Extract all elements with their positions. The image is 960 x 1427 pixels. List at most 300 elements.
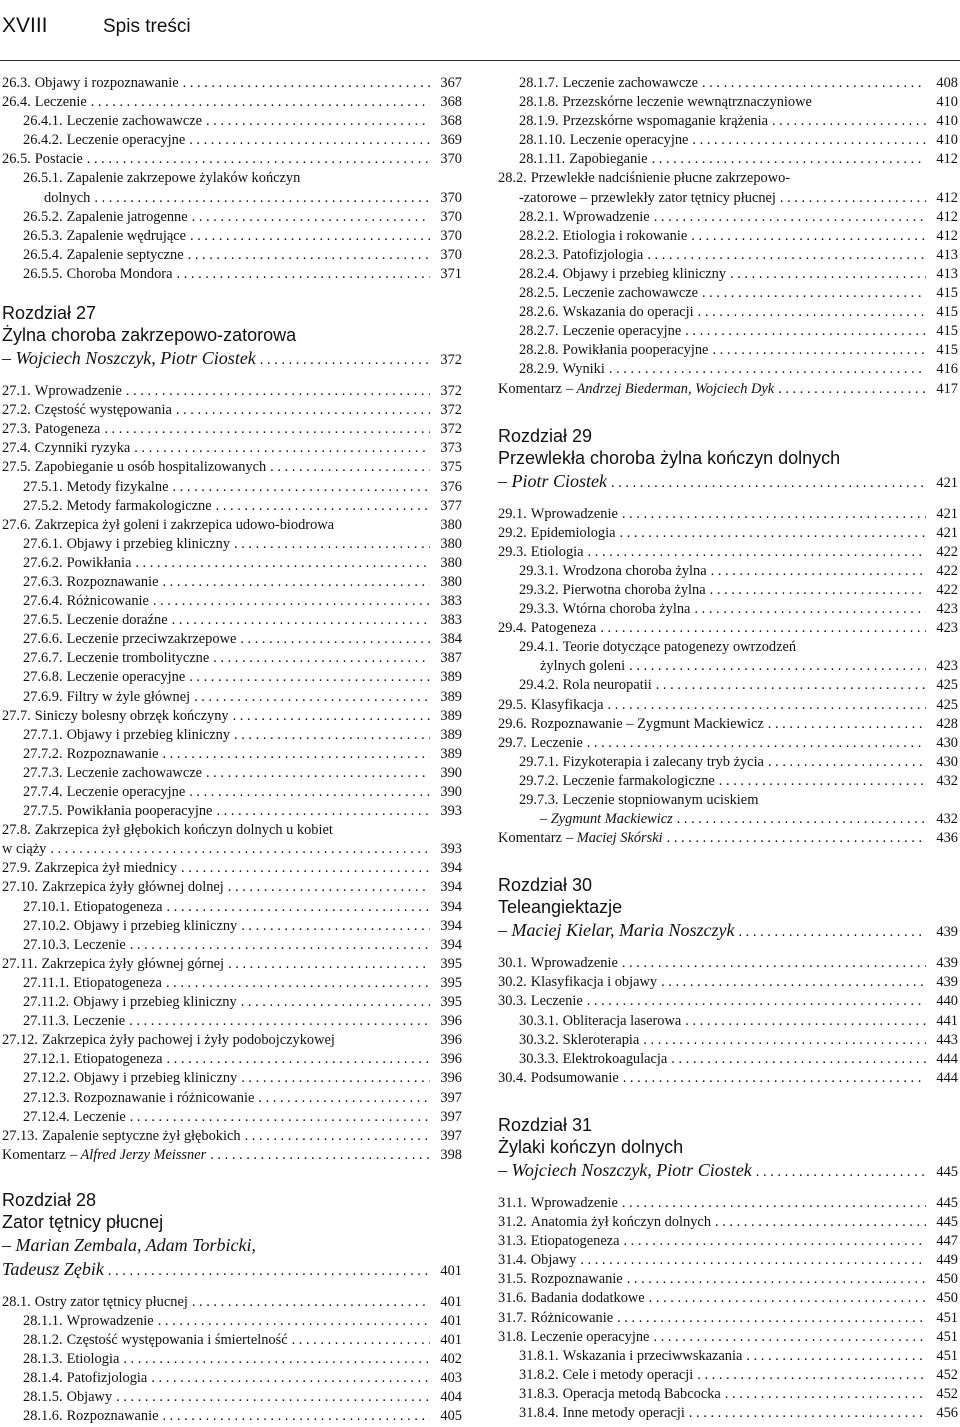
toc-entry	[498, 1251, 958, 1270]
toc-entry-page: 389	[440, 745, 462, 762]
toc-entry-number: 27.6.6.	[23, 631, 63, 648]
toc-entry-page: 387	[440, 650, 462, 667]
toc-entry-page: 410	[936, 94, 958, 111]
chapter-title: Żylaki kończyn dolnych	[498, 1136, 684, 1157]
leader-dots	[629, 657, 926, 676]
toc-entry	[498, 1232, 958, 1251]
toc-entry-number: 30.3.	[498, 993, 527, 1010]
toc-entry	[2, 265, 462, 284]
toc-entry-number: 27.5.1.	[23, 478, 63, 495]
toc-entry	[498, 265, 958, 284]
toc-entry	[498, 227, 958, 246]
toc-entry-page: 410	[936, 132, 958, 149]
leader-dots	[153, 592, 430, 611]
chapter-authors-text: – Piotr Ciostek	[498, 470, 607, 491]
toc-entry-title: Powikłania pooperacyjne	[66, 803, 213, 820]
toc-entry-number: 28.2.2.	[519, 227, 559, 244]
toc-entry-number: 27.11.	[2, 955, 38, 972]
toc-entry-number: 28.1.3.	[23, 1351, 63, 1368]
toc-entry	[2, 859, 462, 878]
toc-entry-page: 396	[440, 1051, 462, 1068]
chapter-label: Rozdział 30	[498, 875, 593, 896]
toc-entry-number: 27.9.	[2, 860, 31, 877]
chapter-page: 401	[440, 1262, 462, 1279]
toc-entry-title: Rozpoznawanie i różnicowanie	[73, 1089, 255, 1106]
toc-entry-title: Zakrzepica żyły głównej górnej	[41, 955, 225, 972]
toc-entry-page: 398	[440, 1146, 462, 1163]
leader-dots	[126, 382, 430, 401]
toc-entry	[498, 810, 958, 829]
toc-entry-number: 28.2.8.	[519, 342, 559, 359]
toc-entry-title: Teorie dotyczące patogenezy owrzodzeń	[562, 639, 797, 656]
toc-entry-title: Rozpoznawanie	[66, 1408, 159, 1425]
toc-entry-title: Wprowadzenie	[562, 208, 650, 225]
toc-entry-title: Leczenie	[73, 1013, 126, 1030]
leader-dots	[698, 303, 926, 322]
toc-entry-title: Zapobieganie	[569, 151, 648, 168]
chapter-page: 372	[440, 352, 462, 369]
running-title: Spis treści	[103, 16, 191, 37]
toc-entry-page: 451	[936, 1309, 958, 1326]
leader-dots	[260, 348, 430, 372]
toc-entry-title: Etiologia	[530, 543, 584, 560]
chapter-title: Zator tętnicy płucnej	[2, 1211, 164, 1232]
toc-entry-number: 27.1.	[2, 383, 31, 400]
toc-list	[2, 382, 462, 1165]
chapter-heading-29	[498, 425, 958, 495]
leader-dots	[192, 1293, 430, 1312]
toc-entry-page: 430	[936, 734, 958, 751]
toc-entry	[2, 840, 462, 859]
toc-entry-number: 31.2.	[498, 1214, 527, 1231]
chapter-page: 445	[936, 1163, 958, 1180]
leader-dots	[166, 898, 430, 917]
toc-entry-title: Zakrzepica żył goleni i zakrzepica udowo-biodrowa	[34, 516, 335, 533]
toc-entry	[2, 1089, 462, 1108]
toc-entry-title: Postacie	[34, 151, 83, 168]
leader-dots	[730, 265, 926, 284]
toc-entry-number: 27.5.2.	[23, 497, 63, 514]
toc-entry-page: 452	[936, 1385, 958, 1402]
leader-dots	[189, 131, 430, 150]
toc-entry-title: Leczenie operacyjne	[66, 784, 186, 800]
toc-entry	[498, 169, 958, 188]
toc-entry-title: Leczenie operacyjne	[530, 1328, 650, 1345]
toc-entry	[2, 993, 462, 1012]
toc-entry-title: Etiopatogeneza	[73, 1051, 163, 1068]
toc-entry-number: 31.8.	[498, 1328, 527, 1345]
toc-entry	[2, 898, 462, 917]
leader-dots	[622, 505, 926, 524]
header-rule	[0, 60, 960, 61]
toc-entry	[498, 524, 958, 543]
leader-dots	[91, 93, 430, 112]
leader-dots	[50, 840, 430, 859]
leader-dots	[183, 74, 430, 93]
leader-dots	[600, 619, 926, 638]
toc-entry	[2, 726, 462, 745]
toc-column-left	[2, 74, 462, 1427]
toc-entry-number: 28.2.5.	[519, 285, 559, 302]
leader-dots	[702, 74, 926, 93]
leader-dots	[123, 1350, 430, 1369]
chapter-title: Teleangiektazje	[498, 897, 623, 918]
chapter-label: Rozdział 29	[498, 425, 593, 446]
leader-dots	[240, 630, 430, 649]
chapter-authors-text: Tadeusz Zębik	[2, 1258, 104, 1279]
toc-entry-number: 28.2.1.	[519, 208, 559, 225]
toc-entry	[498, 676, 958, 695]
toc-entry	[2, 497, 462, 516]
toc-entry-page: 367	[440, 75, 462, 91]
leader-dots	[162, 745, 430, 764]
toc-entry-title: Etiopatogeneza	[73, 898, 163, 915]
toc-entry-title: Wrodzona choroba żylna	[562, 562, 707, 579]
toc-entry	[498, 1031, 958, 1050]
toc-entry-page: 413	[936, 246, 958, 263]
toc-entry-number: 31.8.1.	[519, 1347, 559, 1364]
toc-entry-title: Obliteracja laserowa	[562, 1012, 682, 1029]
toc-entry-number: 27.12.2.	[23, 1070, 70, 1087]
toc-entry-page: 408	[936, 75, 958, 91]
toc-entry-page: 402	[440, 1351, 462, 1368]
toc-entry-number: 26.4.	[2, 94, 31, 111]
toc-entry-number: 26.5.4.	[23, 246, 63, 263]
toc-entry-page: 421	[936, 505, 958, 522]
toc-entry-page: 393	[440, 841, 462, 858]
leader-dots	[768, 753, 926, 772]
toc-entry-title: Leczenie	[73, 1108, 126, 1125]
toc-entry-title: Zapobieganie u osób hospitalizowanych	[34, 459, 267, 476]
toc-entry-page: 423	[936, 601, 958, 618]
toc-entry-title: Siniczy bolesny obrzęk kończyny	[34, 707, 229, 724]
chapter-label: Rozdział 27	[2, 303, 97, 324]
toc-entry-title: Leczenie zachowawcze	[66, 113, 202, 130]
toc-entry-number: 27.11.1.	[23, 974, 70, 991]
toc-entry-number: 29.3.3.	[519, 601, 559, 618]
toc-entry-title: Rozpoznawanie – Zygmunt Mackiewicz	[530, 715, 764, 732]
toc-entry-title: Objawy i przebieg kliniczny	[73, 994, 237, 1011]
toc-entry-number: 26.5.1.	[23, 170, 63, 187]
toc-entry-page: 401	[440, 1293, 462, 1310]
toc-entry	[498, 131, 958, 150]
toc-entry	[498, 600, 958, 619]
toc-entry-title: Filtry w żyle głównej	[66, 688, 191, 705]
leader-dots	[719, 772, 926, 791]
toc-entry	[498, 772, 958, 791]
leader-dots	[87, 150, 430, 169]
toc-entry-title: Skleroterapia	[562, 1031, 640, 1048]
toc-entry-page: 413	[936, 265, 958, 282]
chapter-authors-text: – Wojciech Noszczyk, Piotr Ciostek	[498, 1159, 752, 1180]
toc-entry-title: Choroba Mondora	[66, 265, 173, 282]
toc-entry-title: Zakrzepica żyły głównej dolnej	[41, 879, 224, 896]
leader-dots	[653, 1328, 926, 1347]
toc-entry	[2, 382, 462, 401]
toc-entry-page: 396	[440, 1032, 462, 1049]
toc-entry-number: 27.4.	[2, 440, 31, 457]
toc-entry-number: 27.8.	[2, 822, 31, 839]
toc-entry-number: 30.3.2.	[519, 1031, 559, 1048]
toc-list	[2, 74, 462, 284]
toc-list	[498, 74, 958, 399]
toc-entry-title: Wyniki	[562, 361, 605, 378]
toc-entry-page: 395	[440, 994, 462, 1011]
toc-entry	[498, 208, 958, 227]
toc-entry	[2, 246, 462, 265]
toc-entry	[498, 189, 958, 208]
toc-entry-title: Elektrokoagulacja	[562, 1050, 668, 1067]
toc-entry-page: 389	[440, 707, 462, 724]
toc-entry-number: 30.3.1.	[519, 1012, 559, 1029]
toc-entry-page: 370	[440, 227, 462, 244]
toc-entry-number: 28.1.	[2, 1293, 31, 1310]
leader-dots	[685, 322, 926, 341]
toc-entry-title: Leczenie zachowawcze	[562, 285, 698, 302]
toc-entry	[2, 420, 462, 439]
toc-entry	[2, 1369, 462, 1388]
toc-entry-number: 29.7.	[498, 734, 527, 751]
toc-entry-page: 450	[936, 1271, 958, 1288]
toc-entry-title: Wskazania do operacji	[562, 304, 694, 321]
toc-entry-title: Zakrzepica żył głębokich kończyn dolnych u kobiet	[34, 822, 333, 839]
toc-entry-page: 380	[440, 535, 462, 552]
toc-entry	[498, 954, 958, 973]
toc-entry	[498, 1194, 958, 1213]
leader-dots	[190, 227, 430, 246]
leader-dots	[710, 581, 926, 600]
toc-entry	[498, 1366, 958, 1385]
toc-entry	[2, 535, 462, 554]
toc-entry	[2, 554, 462, 573]
toc-entry	[2, 1012, 462, 1031]
toc-entry	[2, 131, 462, 150]
toc-entry	[498, 696, 958, 715]
toc-entry-title: Pierwotna choroba żylna	[562, 581, 706, 598]
toc-entry-number: 27.10.1.	[23, 898, 70, 915]
leader-dots	[233, 707, 430, 726]
leader-dots	[580, 1251, 926, 1270]
toc-list	[498, 505, 958, 849]
toc-entry-title: w ciąży	[2, 841, 47, 858]
leader-dots	[210, 1146, 430, 1165]
toc-entry-number: 27.3.	[2, 421, 31, 438]
toc-entry-page: 372	[440, 383, 462, 400]
toc-entry	[498, 150, 958, 169]
leader-dots	[627, 1270, 926, 1289]
leader-dots	[134, 439, 430, 458]
toc-entry	[498, 715, 958, 734]
toc-entry-page: 401	[440, 1312, 462, 1329]
leader-dots	[654, 208, 926, 227]
page-header	[0, 0, 960, 62]
leader-dots	[206, 112, 430, 131]
toc-entry-page: 439	[936, 955, 958, 972]
leader-dots	[116, 1388, 430, 1407]
toc-entry-page: 395	[440, 974, 462, 991]
toc-entry-page: 422	[936, 581, 958, 598]
toc-entry-page: 394	[440, 860, 462, 877]
toc-entry-page: 452	[936, 1366, 958, 1383]
toc-entry-title: Zakrzepica żył miednicy	[34, 860, 178, 877]
toc-entry-number: 28.2.7.	[519, 323, 559, 340]
leader-dots	[643, 1031, 926, 1050]
toc-entry-page: 380	[440, 554, 462, 571]
toc-entry-page: 443	[936, 1031, 958, 1048]
toc-entry	[498, 619, 958, 638]
toc-entry-title: Objawy i przebieg kliniczny	[73, 1070, 238, 1087]
toc-entry-title: Etiopatogeneza	[530, 1233, 620, 1250]
toc-entry-title: Zapalenie wędrujące	[66, 227, 187, 244]
toc-entry-title: Leczenie operacyjne	[66, 132, 186, 149]
leader-dots	[622, 1194, 926, 1213]
toc-list	[498, 954, 958, 1088]
toc-entry	[2, 458, 462, 477]
toc-entry-number: 27.7.1.	[23, 726, 63, 743]
leader-dots	[130, 936, 430, 955]
toc-entry-page: 394	[440, 917, 462, 934]
toc-entry	[498, 341, 958, 360]
toc-entry-page: 401	[440, 1332, 462, 1349]
toc-entry	[2, 630, 462, 649]
toc-entry-number: 27.13.	[2, 1127, 38, 1144]
toc-entry-title: Objawy i przebieg kliniczny	[73, 917, 238, 934]
toc-entry-number: 27.6.3.	[23, 573, 63, 590]
toc-entry-title: Częstość występowania i śmiertelność	[66, 1332, 288, 1349]
toc-entry-number: 29.3.1.	[519, 562, 559, 579]
toc-entry-page: 395	[440, 955, 462, 972]
toc-entry-title: Patofizjologia	[66, 1370, 148, 1387]
toc-entry-number: 29.4.1.	[519, 639, 559, 656]
toc-entry	[2, 478, 462, 497]
toc-entry-number: 28.2.6.	[519, 304, 559, 321]
toc-entry-title: Leczenie przeciwzakrzepowe	[66, 631, 237, 648]
toc-entry-page: 370	[440, 208, 462, 225]
toc-entry-page: 397	[440, 1089, 462, 1106]
toc-entry-title: Leczenie	[34, 94, 87, 111]
toc-entry-page: 380	[440, 573, 462, 590]
toc-entry-title: Inne metody operacji	[562, 1404, 685, 1421]
toc-entry	[2, 688, 462, 707]
toc-entry-title: Leczenie operacyjne	[562, 323, 682, 340]
toc-entry	[2, 1407, 462, 1426]
chapter-title: Żylna choroba zakrzepowo-zatorowa	[2, 325, 297, 346]
toc-entry-number: 28.2.4.	[519, 265, 559, 282]
toc-entry-number: 27.2.	[2, 402, 31, 419]
toc-entry-title: – Alfred Jerzy Meissner	[69, 1146, 207, 1163]
leader-dots	[108, 1259, 430, 1283]
toc-entry-title: dolnych	[44, 189, 91, 206]
toc-entry-page: 412	[936, 227, 958, 244]
toc-entry-number: 31.8.3.	[519, 1385, 559, 1402]
toc-entry	[498, 581, 958, 600]
toc-entry-title: – Zygmunt Mackiewicz	[540, 811, 673, 828]
toc-entry-title: – Maciej Skórski	[565, 830, 663, 847]
toc-entry	[2, 878, 462, 897]
toc-entry-page: 410	[936, 113, 958, 130]
toc-entry-number: 29.4.2.	[519, 677, 559, 694]
toc-entry-title: Wprowadzenie	[530, 1194, 618, 1211]
toc-entry-page: 440	[936, 993, 958, 1010]
leader-dots	[181, 859, 430, 878]
toc-entry-number: 31.5.	[498, 1271, 527, 1288]
toc-entry-page: 430	[936, 753, 958, 770]
toc-entry-page: 369	[440, 132, 462, 149]
toc-entry	[2, 150, 462, 169]
toc-entry	[2, 189, 462, 208]
toc-entry-page: 423	[936, 658, 958, 675]
toc-entry-page: 375	[440, 459, 462, 476]
toc-entry-page: 383	[440, 612, 462, 629]
toc-entry-number: 28.1.6.	[23, 1408, 63, 1425]
toc-entry-title: Metody farmakologiczne	[66, 497, 212, 514]
toc-entry	[498, 543, 958, 562]
chapter-heading-28	[2, 1189, 462, 1283]
toc-entry-number: 29.7.3.	[519, 792, 559, 808]
leader-dots	[234, 726, 430, 745]
toc-entry-page: 394	[440, 879, 462, 896]
toc-entry-title: Powikłania	[66, 554, 132, 571]
toc-entry-number: 29.6.	[498, 715, 527, 732]
toc-entry-page: 368	[440, 94, 462, 111]
leader-dots	[206, 764, 430, 783]
toc-entry-page: 370	[440, 151, 462, 168]
toc-entry-number: 28.1.1.	[23, 1312, 63, 1329]
toc-entry	[2, 974, 462, 993]
toc-entry-title: Epidemiologia	[530, 524, 616, 541]
toc-entry-number: 27.12.1.	[23, 1051, 70, 1068]
toc-entry-number: 27.7.5.	[23, 803, 63, 820]
toc-entry-title: Leczenie farmakologiczne	[562, 772, 715, 789]
toc-entry	[498, 1309, 958, 1328]
toc-entry-page: 394	[440, 936, 462, 953]
chapter-heading-27	[2, 302, 462, 372]
toc-entry	[2, 668, 462, 687]
toc-entry-title: Leczenie doraźne	[66, 612, 168, 629]
toc-entry	[498, 1347, 958, 1366]
leader-dots	[711, 562, 926, 581]
leader-dots	[608, 696, 926, 715]
toc-entry	[498, 1213, 958, 1232]
toc-entry-number: Komentarz	[498, 380, 562, 397]
toc-entry-page: 432	[936, 772, 958, 789]
toc-entry-page: 412	[936, 151, 958, 168]
toc-entry	[498, 734, 958, 753]
toc-entry-title: Objawy i przebieg kliniczny	[66, 535, 231, 552]
toc-entry	[2, 401, 462, 420]
toc-entry-page: 389	[440, 688, 462, 705]
toc-entry-page: 396	[440, 1070, 462, 1087]
toc-entry-number: 27.6.2.	[23, 554, 63, 571]
leader-dots	[587, 992, 926, 1011]
toc-entry-number: 26.4.2.	[23, 132, 63, 149]
toc-entry-page: 415	[936, 323, 958, 340]
toc-entry	[2, 573, 462, 592]
leader-dots	[620, 524, 926, 543]
toc-entry-title: Przezskórne leczenie wewnątrznaczyniowe	[562, 94, 812, 111]
toc-list	[498, 1194, 958, 1423]
toc-entry-number: 27.7.2.	[23, 745, 63, 762]
toc-entry-page: 444	[936, 1069, 958, 1086]
toc-entry	[2, 208, 462, 227]
toc-entry-title: Leczenie operacyjne	[569, 132, 689, 149]
toc-entry	[2, 516, 462, 535]
toc-entry	[2, 764, 462, 783]
toc-entry-title: Leczenie zachowawcze	[66, 764, 202, 781]
toc-entry-number: 29.5.	[498, 696, 527, 713]
leader-dots	[129, 1012, 430, 1031]
leader-dots	[667, 829, 926, 848]
